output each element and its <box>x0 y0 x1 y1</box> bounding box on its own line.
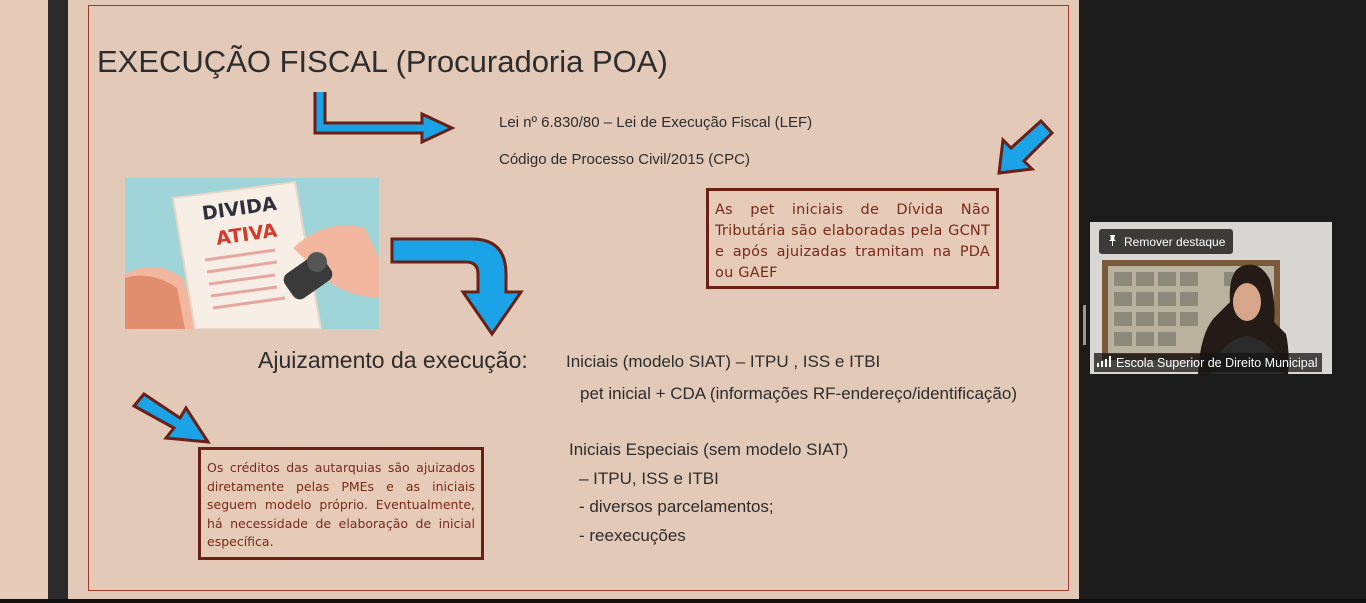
unpin-icon <box>1107 234 1118 250</box>
especiais-item: - reexecuções <box>579 526 686 545</box>
participant-name-tag <box>1094 353 1322 372</box>
arrow-icon-right <box>310 92 456 144</box>
pet-inicial-line: pet inicial + CDA (informações RF-endereço/identificação) <box>580 384 1018 403</box>
arrow-icon-down <box>388 234 530 340</box>
callout-autarquias: Os créditos das autarquias são ajuizados diretamente pelas PMEs e as iniciais seguem modelo próprio. Eventualmente, há necessidade de elaboração de inicial específica. <box>198 447 484 560</box>
slide-title: EXECUÇÃO FISCAL (Procuradoria POA) <box>97 44 668 79</box>
divida-ativa-illustration <box>125 178 379 329</box>
arrow-icon-diagonal-top <box>994 117 1056 179</box>
remove-highlight-label: Remover destaque <box>1124 234 1226 249</box>
participant-name: Escola Superior de Direito Municipal <box>1116 355 1318 370</box>
especiais-item: – ITPU, ISS e ITBI <box>579 469 719 488</box>
signal-strength-icon <box>1097 356 1111 370</box>
image-text-ativa: ATIVA <box>214 219 279 250</box>
iniciais-siat-line: Iniciais (modelo SIAT) – ITPU , ISS e ITBI <box>566 352 881 371</box>
bottom-edge <box>0 599 1366 603</box>
arrow-icon-diagonal-bottom <box>130 390 212 448</box>
panel-resize-handle[interactable] <box>1083 305 1086 345</box>
cpc-line: Código de Processo Civil/2015 (CPC) <box>499 151 750 168</box>
law-line: Lei nº 6.830/80 – Lei de Execução Fiscal (LEF) <box>499 114 813 131</box>
callout-divida-nao-tributaria: As pet iniciais de Dívida Não Tributária são elaboradas pela GCNT e após ajuizadas tramitam na PDA ou GAEF <box>706 188 999 289</box>
left-strip <box>0 0 48 603</box>
image-text-divida: DIVIDA <box>200 192 279 225</box>
especiais-item: - diversos parcelamentos; <box>579 497 774 516</box>
ajuizamento-label: Ajuizamento da execução: <box>258 347 528 373</box>
remove-highlight-button[interactable] <box>1099 229 1233 254</box>
especiais-title: Iniciais Especiais (sem modelo SIAT) <box>569 440 849 459</box>
left-scroll-bar <box>48 0 68 603</box>
